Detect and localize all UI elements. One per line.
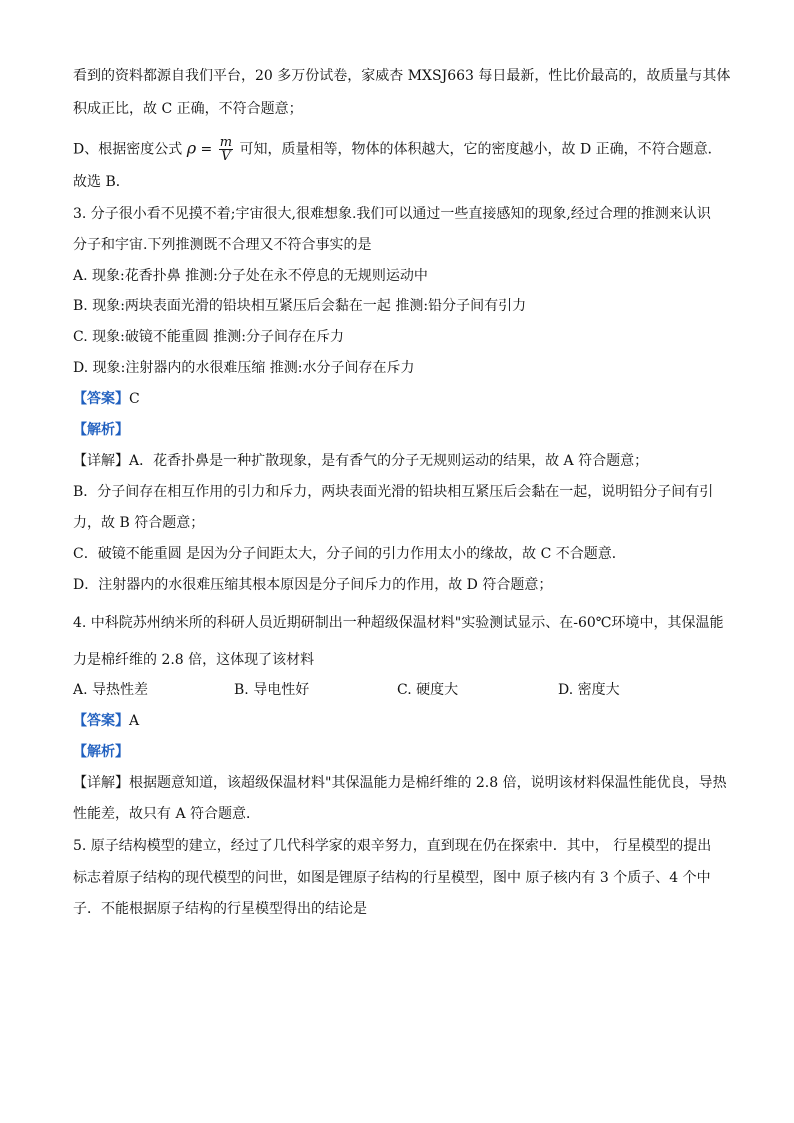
fraction-denominator: V: [221, 149, 231, 164]
text-line: 看到的资料都源自我们平台，20 多万份试卷，家威杏 MXSJ663 每日最新，性比价最高的，故质量与其体: [73, 68, 731, 84]
question-3-stem: 3. 分子很小看不见摸不着;宇宙很大,很难想象.我们可以通过一些直接感知的现象,经过合理的推测来认识: [73, 206, 711, 222]
question-5-stem: 子．不能根据原子结构的行星模型得出的结论是: [73, 901, 367, 917]
question-3-option-c: C. 现象:破镜不能重圆 推测:分子间存在斥力: [73, 329, 344, 345]
question-5-stem: 标志着原子结构的现代模型的问世，如图是锂原子结构的行星模型，图中 原子核内有 3 个质子、4 个中: [73, 870, 711, 886]
answer-tag: 【答案】: [73, 713, 129, 729]
answer-line: [73, 389, 140, 409]
analysis-tag: 【解析】: [73, 422, 129, 438]
text-line: C．破镜不能重圆 是因为分子间距太大，分子间的引力作用太小的缘故，故 C 不合题意．: [73, 546, 626, 562]
detail-text: 根据题意知道，该超级保温材料"其保温能力是棉纤维的 2.8 倍，说明该材料保温性能优良，导热: [129, 775, 727, 791]
text-line: B．分子间存在相互作用的引力和斥力，两块表面光滑的铅块相互紧压后会黏在一起，说明铅分子间有引: [73, 484, 714, 500]
question-4-option-a: A. 导热性差: [73, 682, 149, 698]
question-3-option-a: A. 现象:花香扑鼻 推测:分子处在永不停息的无规则运动中: [73, 268, 428, 284]
equals-sign: =: [200, 141, 213, 158]
rho-symbol: ρ: [186, 138, 197, 158]
question-3-option-d: D. 现象:注射器内的水很难压缩 推测:水分子间存在斥力: [73, 360, 415, 376]
question-4-stem: 力是棉纤维的 2.8 倍，这体现了该材料: [73, 652, 315, 668]
question-3-option-b: B. 现象:两块表面光滑的铅块相互紧压后会黏在一起 推测:铅分子间有引力: [73, 298, 527, 314]
analysis-line: [73, 420, 129, 440]
text-line: 力，故 B 符合题意；: [73, 515, 205, 531]
text-line: 性能差，故只有 A 符合题意．: [73, 806, 261, 822]
question-4-option-c: C. 硬度大: [397, 682, 459, 698]
detail-tag: 【详解】: [73, 775, 129, 791]
fraction-numerator: m: [219, 135, 233, 150]
question-5-stem: 5. 原子结构模型的建立，经过了几代科学家的艰辛努力，直到现在仍在探索中．其中， 行星模型的提出: [73, 838, 712, 854]
text-fragment: D、根据密度公式: [73, 141, 183, 158]
detail-tag: 【详解】: [73, 453, 129, 469]
analysis-tag: 【解析】: [73, 744, 129, 760]
answer-line: [73, 711, 139, 731]
text-line: 故选 B．: [73, 174, 130, 190]
text-fragment: 可知，质量相等，物体的体积越大，它的密度越小，故 D 正确，不符合题意．: [239, 141, 722, 158]
density-formula-line: [73, 136, 722, 163]
question-3-stem: 分子和宇宙.下列推测既不合理又不符合事实的是: [73, 237, 372, 253]
text-line: D．注射器内的水很难压缩其根本原因是分子间斥力的作用，故 D 符合题意；: [73, 577, 553, 593]
detail-line: [73, 773, 727, 793]
answer-value: A: [129, 713, 140, 729]
answer-tag: 【答案】: [73, 391, 129, 407]
text-line: 积成正比，故 C 正确，不符合题意；: [73, 101, 303, 117]
analysis-line: [73, 742, 129, 762]
question-4-option-b: B. 导电性好: [234, 682, 310, 698]
detail-text: A．花香扑鼻是一种扩散现象，是有香气的分子无规则运动的结果，故 A 符合题意；: [129, 453, 649, 469]
detail-line: [73, 451, 648, 471]
question-4-stem: 4. 中科院苏州纳米所的科研人员近期研制出一种超级保温材料"实验测试显示、在-60℃环境中，其保温能: [73, 615, 724, 631]
question-4-option-d: D. 密度大: [558, 682, 620, 698]
answer-value: C: [129, 391, 140, 407]
fraction: [219, 136, 233, 163]
